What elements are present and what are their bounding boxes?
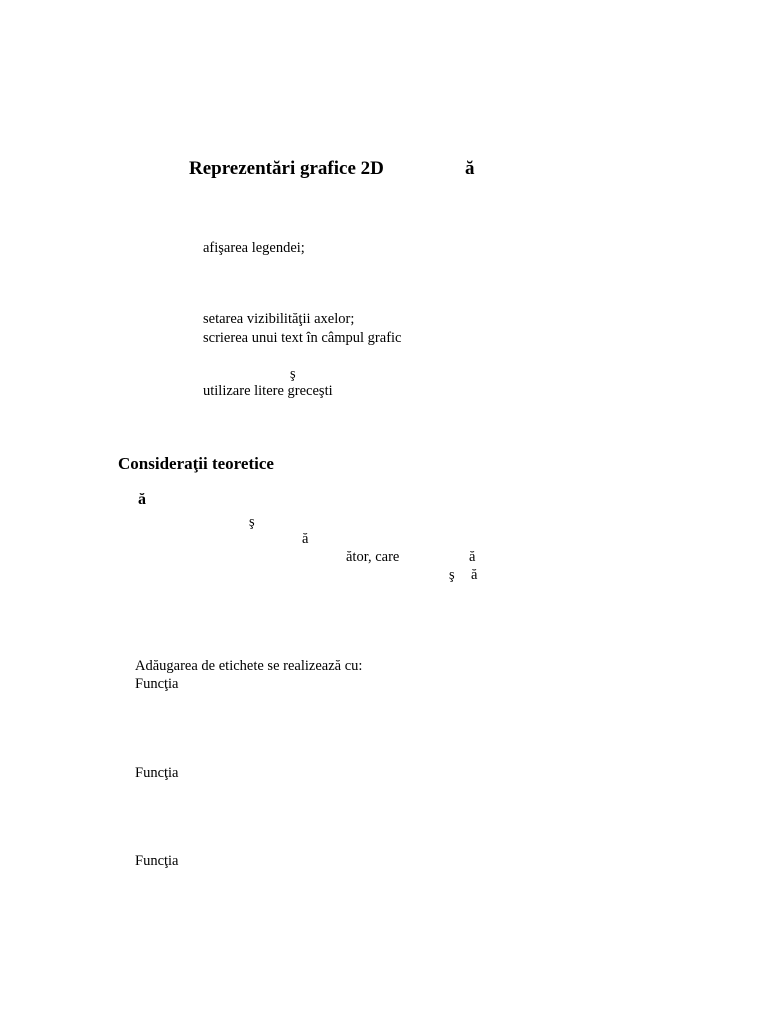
function-label-1: Funcţia [135,676,179,692]
labels-intro: Adăugarea de etichete se realizează cu: [135,658,363,674]
document-title: Reprezentări grafice 2D [189,158,384,179]
objective-legend: afişarea legendei; [203,240,305,256]
function-label-2: Funcţia [135,765,179,781]
theory-fragment-a3: ă [471,567,478,583]
objective-text: scrierea unui text în câmpul grafic [203,330,402,346]
theory-fragment-s1: ş [249,514,255,530]
objective-fragment-s: ş [290,366,296,382]
function-label-3: Funcţia [135,853,179,869]
theory-fragment-ator-care: ător, care [346,549,400,565]
theory-fragment-a-bold: ă [138,491,146,508]
objective-axes: setarea vizibilităţii axelor; [203,311,355,327]
objective-greek: utilizare litere greceşti [203,383,333,399]
theory-fragment-a2: ă [469,549,476,565]
title-fragment: ă [465,158,475,179]
section-heading-theory: Consideraţii teoretice [118,454,274,473]
theory-fragment-a1: ă [302,531,309,547]
theory-fragment-s2: ş [449,567,455,583]
